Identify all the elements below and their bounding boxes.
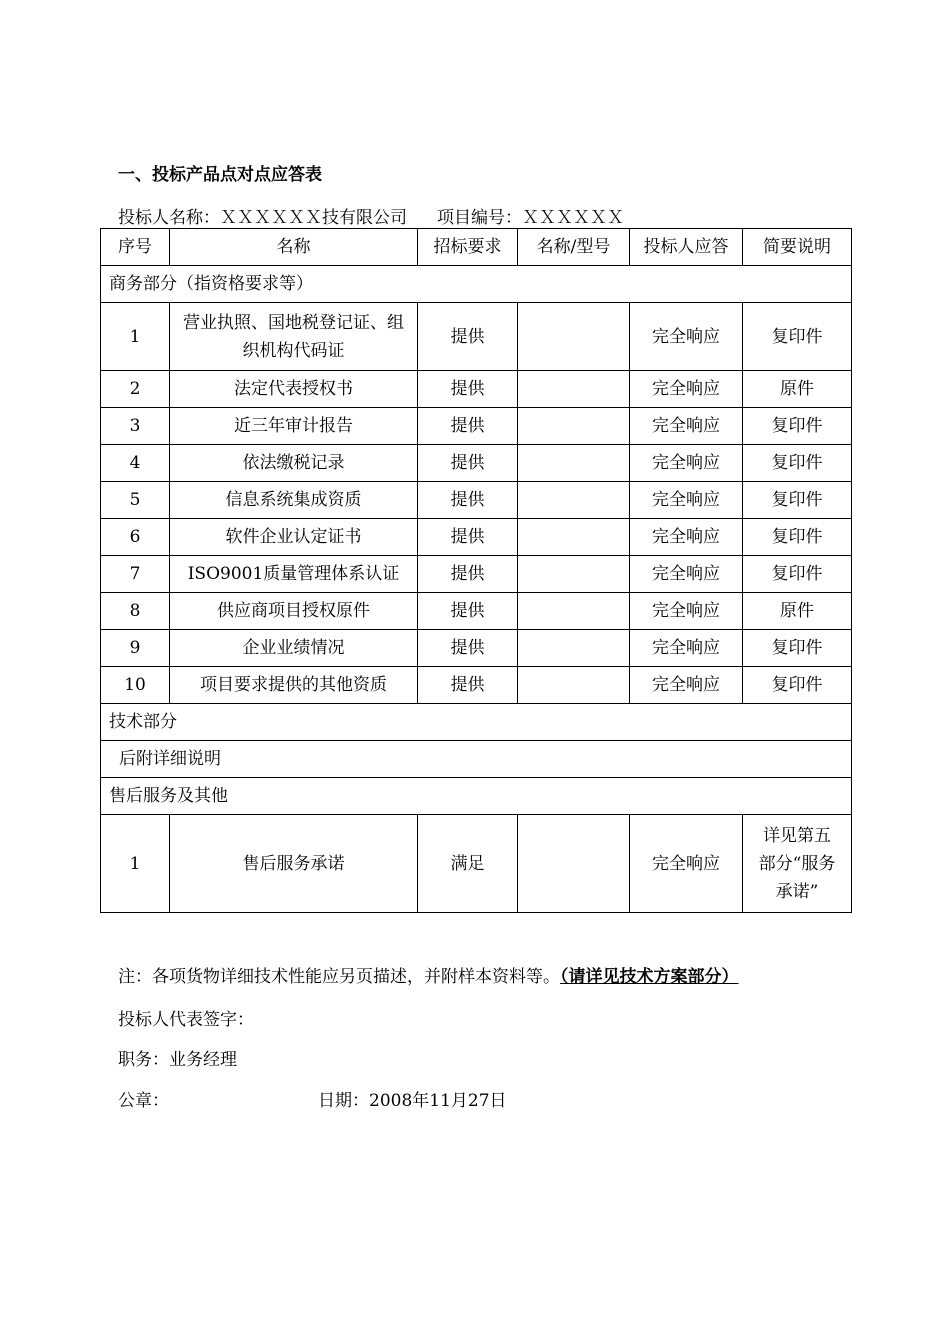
cell-requirement: 提供 [418, 593, 518, 630]
cell-no: 9 [101, 630, 170, 667]
cell-model [518, 408, 630, 445]
table-row [101, 445, 852, 482]
tech-detail-row [101, 741, 852, 778]
cell-answer: 完全响应 [630, 815, 743, 913]
cell-note: 原件 [743, 593, 852, 630]
cell-no: 2 [101, 371, 170, 408]
cell-model [518, 445, 630, 482]
cell-requirement: 提供 [418, 303, 518, 371]
cell-requirement: 提供 [418, 371, 518, 408]
table-row [101, 667, 852, 704]
cell-model [518, 303, 630, 371]
section-row-business [101, 266, 852, 303]
cell-model [518, 815, 630, 913]
note-text: 注：各项货物详细技术性能应另页描述，并附样本资料等。 [118, 967, 560, 987]
cell-model [518, 667, 630, 704]
table-row [101, 371, 852, 408]
cell-requirement: 提供 [418, 519, 518, 556]
header-requirement: 招标要求 [418, 229, 518, 266]
table-row [101, 303, 852, 371]
section-after-sales-label: 售后服务及其他 [101, 778, 852, 815]
table-row [101, 556, 852, 593]
header-answer: 投标人应答 [630, 229, 743, 266]
cell-name: ISO9001质量管理体系认证 [170, 556, 418, 593]
cell-requirement: 提供 [418, 408, 518, 445]
cell-no: 1 [101, 815, 170, 913]
bidder-info-line [118, 203, 624, 228]
cell-requirement: 满足 [418, 815, 518, 913]
table-row [101, 815, 852, 913]
table-header-row [101, 229, 852, 266]
cell-answer: 完全响应 [630, 303, 743, 371]
cell-model [518, 482, 630, 519]
cell-name: 项目要求提供的其他资质 [170, 667, 418, 704]
cell-model [518, 371, 630, 408]
cell-requirement: 提供 [418, 556, 518, 593]
cell-no: 1 [101, 303, 170, 371]
cell-note: 复印件 [743, 667, 852, 704]
response-table [100, 228, 852, 913]
table-row [101, 519, 852, 556]
cell-no: 6 [101, 519, 170, 556]
cell-model [518, 519, 630, 556]
cell-answer: 完全响应 [630, 630, 743, 667]
cell-name: 软件企业认定证书 [170, 519, 418, 556]
header-note: 简要说明 [743, 229, 852, 266]
cell-name: 营业执照、国地税登记证、组织机构代码证 [170, 303, 418, 371]
cell-no: 7 [101, 556, 170, 593]
cell-no: 4 [101, 445, 170, 482]
table-row [101, 630, 852, 667]
date-line: 日期：2008年11月27日 [318, 1091, 507, 1111]
cell-model [518, 630, 630, 667]
project-number-label: 项目编号： [437, 208, 522, 228]
cell-name: 法定代表授权书 [170, 371, 418, 408]
cell-answer: 完全响应 [630, 519, 743, 556]
cell-note: 复印件 [743, 556, 852, 593]
section-row-tech [101, 704, 852, 741]
cell-answer: 完全响应 [630, 667, 743, 704]
cell-name: 供应商项目授权原件 [170, 593, 418, 630]
cell-note: 复印件 [743, 630, 852, 667]
cell-requirement: 提供 [418, 667, 518, 704]
cell-name: 依法缴税记录 [170, 445, 418, 482]
header-no: 序号 [101, 229, 170, 266]
section-tech-label: 技术部分 [101, 704, 852, 741]
cell-no: 10 [101, 667, 170, 704]
position-line: 职务：业务经理 [118, 1050, 237, 1070]
table-row [101, 593, 852, 630]
cell-note: 复印件 [743, 408, 852, 445]
cell-note: 复印件 [743, 445, 852, 482]
bidder-name-label: 投标人名称： [118, 208, 220, 228]
cell-name: 近三年审计报告 [170, 408, 418, 445]
cell-note: 复印件 [743, 519, 852, 556]
cell-name: 售后服务承诺 [170, 815, 418, 913]
table-row [101, 482, 852, 519]
cell-no: 5 [101, 482, 170, 519]
project-number-value: ＸＸＸＸＸＸ [522, 208, 624, 228]
cell-model [518, 593, 630, 630]
header-model: 名称/型号 [518, 229, 630, 266]
cell-no: 3 [101, 408, 170, 445]
cell-note: 原件 [743, 371, 852, 408]
cell-answer: 完全响应 [630, 408, 743, 445]
header-name: 名称 [170, 229, 418, 266]
seal-label: 公章： [118, 1091, 169, 1111]
bidder-name-value: ＸＸＸＸＸＸ技有限公司 [220, 208, 407, 228]
cell-note: 详见第五部分“服务承诺” [743, 815, 852, 913]
cell-answer: 完全响应 [630, 556, 743, 593]
cell-requirement: 提供 [418, 630, 518, 667]
cell-note: 复印件 [743, 482, 852, 519]
cell-no: 8 [101, 593, 170, 630]
cell-name: 企业业绩情况 [170, 630, 418, 667]
cell-answer: 完全响应 [630, 371, 743, 408]
cell-requirement: 提供 [418, 445, 518, 482]
cell-answer: 完全响应 [630, 593, 743, 630]
cell-model [518, 556, 630, 593]
cell-name: 信息系统集成资质 [170, 482, 418, 519]
cell-requirement: 提供 [418, 482, 518, 519]
cell-answer: 完全响应 [630, 482, 743, 519]
note-emphasis: （请详见技术方案部分） [560, 967, 739, 987]
document-title: 一、投标产品点对点应答表 [118, 165, 322, 185]
table-row [101, 408, 852, 445]
representative-signature-label: 投标人代表签字： [118, 1010, 254, 1030]
tech-detail-text: 后附详细说明 [101, 741, 852, 778]
section-business-label: 商务部分（指资格要求等） [101, 266, 852, 303]
section-row-after-sales [101, 778, 852, 815]
note-line [118, 962, 739, 987]
cell-note: 复印件 [743, 303, 852, 371]
cell-answer: 完全响应 [630, 445, 743, 482]
